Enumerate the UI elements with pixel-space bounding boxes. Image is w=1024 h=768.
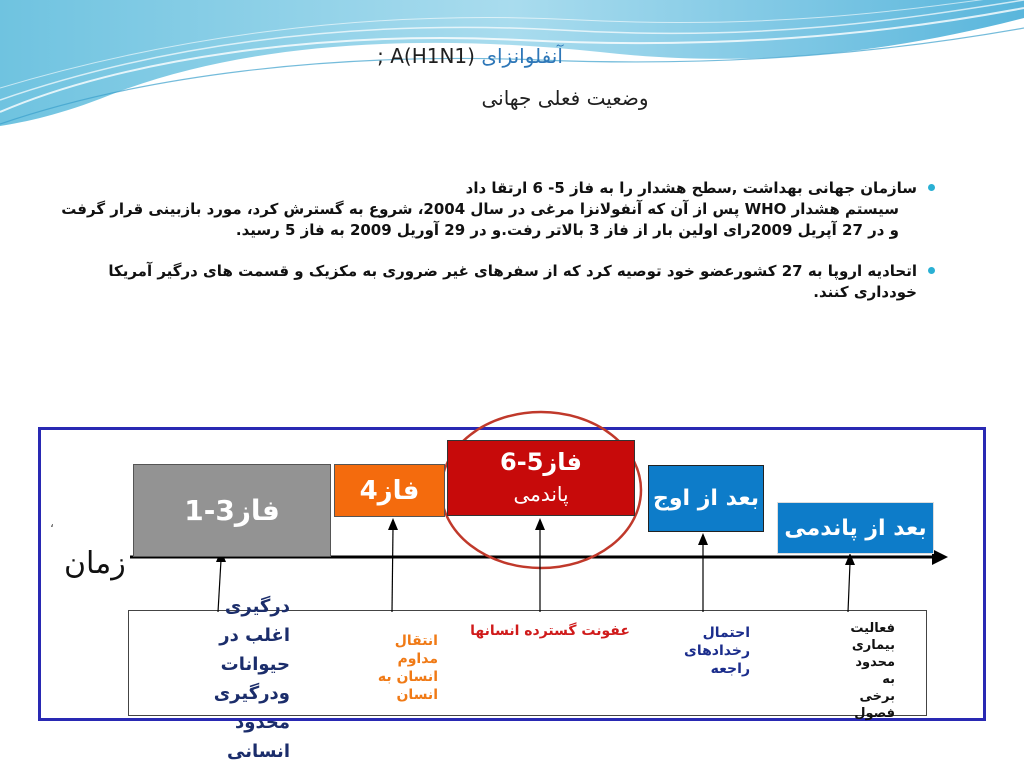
bullet-item-1: [55, 178, 935, 241]
post-peak-box: بعد از اوج: [648, 465, 764, 532]
phase-5-6-subtitle: پاندمی: [513, 482, 569, 506]
stray-mark: ،: [50, 516, 54, 530]
bullet-2-line-1: اتحادیه اروپا به 27 کشورعضو خود توصیه کرد که از سفرهای غیر ضروری به مکزیک و قسمت های درگیر آمریکا خودداری کنند.: [108, 262, 917, 301]
bullet-1-line-1: سازمان جهانی بهداشت ,سطح هشدار را به فاز 5- 6 ارتقا داد: [465, 179, 917, 197]
phase-5-6-description: عفونت گسترده انسانها: [470, 623, 630, 639]
phase-5-6-title: فاز5-6: [500, 448, 582, 476]
phase-4-box: فاز4: [334, 464, 445, 517]
phase-1-3-description: درگیری اغلب در حیوانات ودرگیری محدود انسانی: [213, 596, 290, 762]
slide-subtitle: وضعیت فعلی جهانی: [481, 86, 649, 110]
time-axis-label: زمان: [64, 546, 126, 581]
bullet-dot: [928, 267, 935, 274]
bullet-item-2: [55, 261, 935, 303]
slide-title: [300, 44, 640, 68]
bullet-list: [55, 178, 935, 315]
post-peak-description: احتمال رخدادهای راجعه: [683, 625, 750, 677]
slide-title-code: A(H1N1) ;: [377, 44, 482, 68]
phase-1-3-box: فاز3-1: [133, 464, 331, 557]
bullet-dot: [928, 184, 935, 191]
bullet-1-line-2: سیستم هشدار WHO پس از آن که آنفولانزا مرغی در سال 2004، شروع به گسترش کرد، مورد بازبینی قرار گرفت و در 27 آپریل 2009رای اولین بار از فاز 3 بالاتر رفت.و در 29 آوریل 2009 به فاز 5 رسید.: [61, 200, 899, 239]
phase-4-description: انتقال مداوم انسان به انسان: [377, 633, 438, 703]
slide-title-fa: آنفلوانزای: [481, 44, 563, 68]
post-pandemic-description: فعالیت بیماری محدود به برخی فصول: [850, 621, 895, 721]
post-pandemic-box: بعد از پاندمی: [777, 502, 934, 554]
phase-5-6-box: [447, 440, 635, 516]
